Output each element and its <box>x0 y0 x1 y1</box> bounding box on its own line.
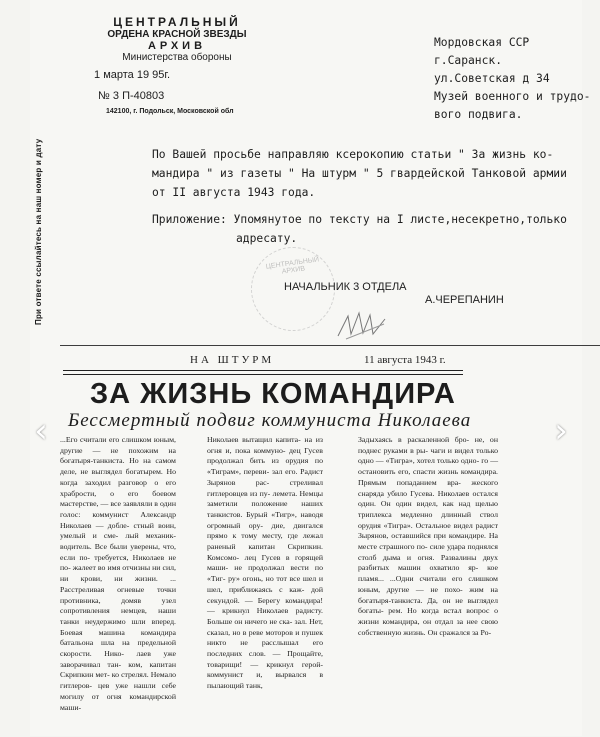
date-day: 1 <box>94 69 101 81</box>
article-column-3: Задыхаясь в раскаленной бро- не, он поднес руками в ры- чаги и видел только одно — «Тигра», хотел только одно- го — остановить его, спасти жизнь командира. Прямым попаданием вра- жеского снаряда убило Гусева. Николаев остался один. Он один видел, как над щелью триплекса медленно длинный ствол орудия «Тигра». Остальное видел радист Зырянов, оставшийся при командире. На месте страшного по- силе удара поднялся столб дыма и огня. Развалины двух разбитых машин охватило яр- кое пламя... ...Одни считали его слишком юным, другие — не похо- жим на богатыря-танкиста. Да, он не выглядел богаты- рем. Но когда встал вопрос о жизни командира, он отдал за нее свою собственную жизнь. Он сражался за Ро- <box>358 435 498 637</box>
round-stamp-text: ЦЕНТРАЛЬНЫЙ АРХИВ <box>265 256 320 276</box>
chevron-right-icon: › <box>554 411 568 451</box>
addressee-line-5: вого подвига. <box>434 108 523 121</box>
letter-line: адресату. <box>236 232 298 245</box>
signature-name: А.ЧЕРЕПАНИН <box>425 294 504 306</box>
archive-number <box>98 90 164 102</box>
signature-scribble <box>336 308 388 342</box>
signature-title: НАЧАЛЬНИК 3 ОТДЕЛА <box>284 281 407 293</box>
letter-paragraph-1 <box>152 145 600 202</box>
archive-line-2: ОРДЕНА КРАСНОЙ ЗВЕЗДЫ <box>107 29 247 40</box>
newspaper-date: 11 августа 1943 г. <box>364 354 446 366</box>
addressee-line-2: г.Саранск. <box>434 54 503 67</box>
archive-line-1: ЦЕНТРАЛЬНЫЙ <box>113 15 241 29</box>
next-image-button[interactable] <box>544 411 578 451</box>
date-year-suffix: 95г. <box>152 69 171 81</box>
number-label: № <box>98 90 110 102</box>
letter-line: мандира " из газеты " На штурм " 5 гвардейской Танковой армии <box>152 167 567 180</box>
archive-line-4: Министерства обороны <box>122 52 232 63</box>
side-note: При ответе ссылайтесь на наш номер и дату <box>34 138 43 325</box>
addressee-line-3: ул.Советская д 34 <box>434 72 550 85</box>
number-value: 3 <box>112 90 119 102</box>
letter-body <box>152 145 600 248</box>
archive-date <box>94 69 170 81</box>
addressee-block <box>434 34 600 124</box>
archive-address: 142100, г. Подольск, Московской обл <box>106 108 234 115</box>
archive-stamp <box>82 15 272 63</box>
letter-line: Приложение: Упомянутое по тексту на I листе,несекретно,только <box>152 213 567 226</box>
date-month: марта <box>103 69 134 81</box>
addressee-line-4: Музей военного и трудо- <box>434 90 591 103</box>
newspaper-clipping <box>60 345 600 737</box>
previous-image-button[interactable] <box>24 411 58 451</box>
letter-paragraph-2 <box>152 210 600 248</box>
newspaper-rule <box>63 370 463 375</box>
number-code: П-40803 <box>122 90 165 102</box>
signature-block <box>284 281 504 306</box>
letter-line: от II августа 1943 года. <box>152 186 316 199</box>
scanned-document <box>30 0 591 736</box>
archive-line-3: АРХИВ <box>147 40 207 52</box>
chevron-left-icon: ‹ <box>34 411 48 451</box>
article-column-2: Николаев вытащил капита- на из огня и, пока коммуно- дец Гусев продолжал бить из орудия по «Тиграм», переви- зал его. Радист Зырянов рас- стреливал гитлеровцев из пу- лемета. Немцы заметили положение наших танкистов. Бурый «Тигр», наводя огромный ору- дие, двигался прямо к тому месту, где лежал раненый капитан Скрипкин. Комсомо- лец Гусев в горящей маши- не продолжал вести по «Тиг- ру» огонь, но тот все шел и шел, приближаясь с каж- дой секундой. — Берегу командира! — крикнул Николаев радисту. Больше он ничего не ска- зал. Нет, сказал, но в реве моторов и пушек никто не расслышал его последних слов. — Прощайте, товарищи! — крикнул герой-коммунист и, вырвался в пылающий танк, <box>207 435 323 691</box>
article-title: ЗА ЖИЗНЬ КОМАНДИРА <box>90 378 456 410</box>
newspaper-name: НА ШТУРМ <box>190 354 275 366</box>
addressee-line-1: Мордовская ССР <box>434 36 530 49</box>
letter-line: По Вашей просьбе направляю ксерокопию статьи " За жизнь ко- <box>152 148 554 161</box>
article-column-1: ...Его считали его слишком юным, другие — не похожим на богатыря-танкиста. Но на самом деле, не выглядел богатырем. Но когда заходил разговор о его храбрости, о его боевом мастерстве, — все заявляли в один голос: коммунист Александр Николаев — добле- стный воин, умелый и сме- лый механик-водитель. Все были уверены, что, если по- требуется, Николаев не по- жалеет во имя отчизны ни сил, ни крови, ни жизни. ... Расстреливая огневые точки противника, домяв узел сопротивления немцев, наши танки неудержимо шли вперед. Боевая машина командира батальона шла на предельной скорости. Нико- лаев уже заворачивал тан- ком, капитан Скрипкин мет- ко стрелял. Немало гитлеров- цев уже нашли себе могилу от огня командирской маши- <box>60 435 176 712</box>
article-subtitle: Бессмертный подвиг коммуниста Николаева <box>68 410 472 431</box>
date-year-prefix: 19 <box>136 69 150 81</box>
